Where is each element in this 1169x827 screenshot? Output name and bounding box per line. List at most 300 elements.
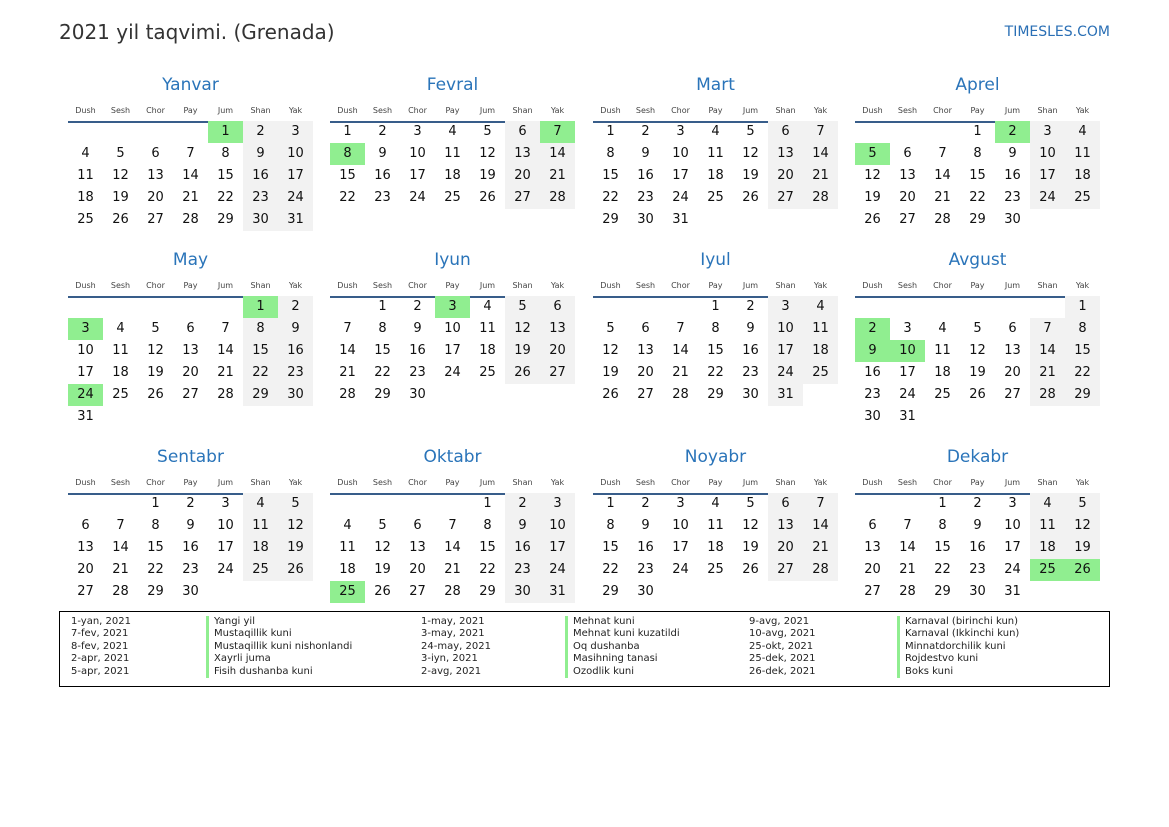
day-cell[interactable]: 27 <box>864 584 881 599</box>
day-cell[interactable]: 29 <box>602 212 619 227</box>
day-cell[interactable]: 26 <box>479 190 496 205</box>
day-cell[interactable]: 10 <box>1004 518 1021 533</box>
day-cell[interactable]: 18 <box>479 343 496 358</box>
day-cell[interactable]: 25 <box>444 190 461 205</box>
day-cell[interactable]: 11 <box>1065 143 1100 165</box>
day-cell[interactable]: 3 <box>903 321 912 336</box>
day-cell[interactable]: 26 <box>969 387 986 402</box>
day-cell[interactable]: 16 <box>374 168 391 183</box>
day-cell[interactable]: 3 <box>1008 496 1017 511</box>
day-cell[interactable]: 1 <box>1065 296 1100 318</box>
day-cell[interactable]: 10 <box>278 143 313 165</box>
day-cell[interactable]: 8 <box>378 321 387 336</box>
day-cell[interactable]: 2 <box>641 124 650 139</box>
day-cell[interactable]: 30 <box>637 584 654 599</box>
day-cell[interactable]: 13 <box>505 143 540 165</box>
day-cell[interactable]: 7 <box>803 121 838 143</box>
day-cell[interactable]: 1 <box>973 124 982 139</box>
day-cell[interactable]: 13 <box>1004 343 1021 358</box>
day-cell[interactable]: 9 <box>378 146 387 161</box>
day-cell[interactable]: 15 <box>374 343 391 358</box>
day-cell[interactable]: 4 <box>1065 121 1100 143</box>
day-cell[interactable]: 24 <box>278 187 313 209</box>
day-cell[interactable]: 21 <box>803 165 838 187</box>
day-cell[interactable]: 22 <box>243 362 278 384</box>
day-cell[interactable]: 14 <box>112 540 129 555</box>
holiday-day-cell[interactable]: 1 <box>208 121 243 143</box>
day-cell[interactable]: 28 <box>339 387 356 402</box>
day-cell[interactable]: 23 <box>864 387 881 402</box>
day-cell[interactable]: 12 <box>742 146 759 161</box>
day-cell[interactable]: 21 <box>112 562 129 577</box>
day-cell[interactable]: 11 <box>444 146 461 161</box>
day-cell[interactable]: 20 <box>182 365 199 380</box>
day-cell[interactable]: 4 <box>243 493 278 515</box>
day-cell[interactable]: 3 <box>676 496 685 511</box>
day-cell[interactable]: 21 <box>934 190 951 205</box>
day-cell[interactable]: 12 <box>969 343 986 358</box>
day-cell[interactable]: 21 <box>182 190 199 205</box>
day-cell[interactable]: 16 <box>278 340 313 362</box>
day-cell[interactable]: 13 <box>864 540 881 555</box>
day-cell[interactable]: 30 <box>637 212 654 227</box>
day-cell[interactable]: 22 <box>479 562 496 577</box>
day-cell[interactable]: 24 <box>1030 187 1065 209</box>
day-cell[interactable]: 6 <box>81 518 90 533</box>
day-cell[interactable]: 15 <box>969 168 986 183</box>
day-cell[interactable]: 6 <box>1008 321 1017 336</box>
day-cell[interactable]: 28 <box>1030 384 1065 406</box>
day-cell[interactable]: 22 <box>339 190 356 205</box>
day-cell[interactable]: 9 <box>413 321 422 336</box>
day-cell[interactable]: 3 <box>413 124 422 139</box>
day-cell[interactable]: 16 <box>969 540 986 555</box>
holiday-day-cell[interactable]: 9 <box>855 340 890 362</box>
day-cell[interactable]: 7 <box>903 518 912 533</box>
day-cell[interactable]: 22 <box>602 190 619 205</box>
day-cell[interactable]: 6 <box>186 321 195 336</box>
day-cell[interactable]: 28 <box>899 584 916 599</box>
day-cell[interactable]: 12 <box>479 146 496 161</box>
day-cell[interactable]: 15 <box>602 540 619 555</box>
day-cell[interactable]: 1 <box>711 299 720 314</box>
day-cell[interactable]: 15 <box>707 343 724 358</box>
day-cell[interactable]: 22 <box>374 365 391 380</box>
day-cell[interactable]: 1 <box>151 496 160 511</box>
day-cell[interactable]: 20 <box>505 165 540 187</box>
day-cell[interactable]: 19 <box>112 190 129 205</box>
day-cell[interactable]: 6 <box>413 518 422 533</box>
day-cell[interactable]: 5 <box>746 124 755 139</box>
day-cell[interactable]: 20 <box>899 190 916 205</box>
day-cell[interactable]: 16 <box>243 165 278 187</box>
day-cell[interactable]: 19 <box>505 340 540 362</box>
day-cell[interactable]: 7 <box>221 321 230 336</box>
day-cell[interactable]: 6 <box>540 296 575 318</box>
day-cell[interactable]: 25 <box>934 387 951 402</box>
day-cell[interactable]: 29 <box>934 584 951 599</box>
holiday-day-cell[interactable]: 3 <box>68 318 103 340</box>
day-cell[interactable]: 24 <box>217 562 234 577</box>
day-cell[interactable]: 27 <box>147 212 164 227</box>
day-cell[interactable]: 10 <box>444 321 461 336</box>
day-cell[interactable]: 24 <box>409 190 426 205</box>
day-cell[interactable]: 11 <box>77 168 94 183</box>
day-cell[interactable]: 8 <box>151 518 160 533</box>
day-cell[interactable]: 22 <box>707 365 724 380</box>
day-cell[interactable]: 3 <box>221 496 230 511</box>
day-cell[interactable]: 2 <box>378 124 387 139</box>
day-cell[interactable]: 16 <box>1004 168 1021 183</box>
day-cell[interactable]: 6 <box>768 493 803 515</box>
day-cell[interactable]: 23 <box>969 562 986 577</box>
day-cell[interactable]: 11 <box>707 146 724 161</box>
day-cell[interactable]: 4 <box>1030 493 1065 515</box>
day-cell[interactable]: 10 <box>540 515 575 537</box>
day-cell[interactable]: 5 <box>278 493 313 515</box>
day-cell[interactable]: 30 <box>243 209 278 231</box>
day-cell[interactable]: 3 <box>768 296 803 318</box>
day-cell[interactable]: 12 <box>112 168 129 183</box>
day-cell[interactable]: 9 <box>243 143 278 165</box>
day-cell[interactable]: 15 <box>243 340 278 362</box>
day-cell[interactable]: 18 <box>707 168 724 183</box>
day-cell[interactable]: 29 <box>969 212 986 227</box>
day-cell[interactable]: 13 <box>637 343 654 358</box>
day-cell[interactable]: 21 <box>803 537 838 559</box>
day-cell[interactable]: 7 <box>448 518 457 533</box>
day-cell[interactable]: 7 <box>803 493 838 515</box>
day-cell[interactable]: 15 <box>339 168 356 183</box>
day-cell[interactable]: 13 <box>540 318 575 340</box>
day-cell[interactable]: 27 <box>637 387 654 402</box>
day-cell[interactable]: 7 <box>116 518 125 533</box>
day-cell[interactable]: 28 <box>803 187 838 209</box>
day-cell[interactable]: 16 <box>409 343 426 358</box>
day-cell[interactable]: 30 <box>409 387 426 402</box>
day-cell[interactable]: 7 <box>343 321 352 336</box>
day-cell[interactable]: 23 <box>243 187 278 209</box>
day-cell[interactable]: 7 <box>186 146 195 161</box>
day-cell[interactable]: 10 <box>672 146 689 161</box>
day-cell[interactable]: 20 <box>409 562 426 577</box>
day-cell[interactable]: 21 <box>339 365 356 380</box>
day-cell[interactable]: 19 <box>278 537 313 559</box>
day-cell[interactable]: 29 <box>374 387 391 402</box>
day-cell[interactable]: 8 <box>973 146 982 161</box>
day-cell[interactable]: 18 <box>1030 537 1065 559</box>
day-cell[interactable]: 29 <box>1065 384 1100 406</box>
day-cell[interactable]: 19 <box>742 540 759 555</box>
day-cell[interactable]: 11 <box>243 515 278 537</box>
day-cell[interactable]: 16 <box>182 540 199 555</box>
day-cell[interactable]: 14 <box>672 343 689 358</box>
day-cell[interactable]: 31 <box>540 581 575 603</box>
day-cell[interactable]: 9 <box>278 318 313 340</box>
day-cell[interactable]: 4 <box>803 296 838 318</box>
day-cell[interactable]: 24 <box>540 559 575 581</box>
day-cell[interactable]: 11 <box>707 518 724 533</box>
day-cell[interactable]: 29 <box>602 584 619 599</box>
day-cell[interactable]: 6 <box>641 321 650 336</box>
day-cell[interactable]: 25 <box>77 212 94 227</box>
day-cell[interactable]: 4 <box>343 518 352 533</box>
day-cell[interactable]: 31 <box>672 212 689 227</box>
day-cell[interactable]: 21 <box>899 562 916 577</box>
day-cell[interactable]: 20 <box>1004 365 1021 380</box>
day-cell[interactable]: 5 <box>505 296 540 318</box>
day-cell[interactable]: 7 <box>1030 318 1065 340</box>
day-cell[interactable]: 2 <box>243 121 278 143</box>
day-cell[interactable]: 9 <box>973 518 982 533</box>
day-cell[interactable]: 20 <box>147 190 164 205</box>
day-cell[interactable]: 3 <box>540 493 575 515</box>
holiday-day-cell[interactable]: 24 <box>68 384 103 406</box>
day-cell[interactable]: 4 <box>448 124 457 139</box>
day-cell[interactable]: 23 <box>374 190 391 205</box>
day-cell[interactable]: 15 <box>479 540 496 555</box>
day-cell[interactable]: 13 <box>899 168 916 183</box>
day-cell[interactable]: 22 <box>147 562 164 577</box>
day-cell[interactable]: 6 <box>903 146 912 161</box>
day-cell[interactable]: 5 <box>116 146 125 161</box>
day-cell[interactable]: 11 <box>479 321 496 336</box>
day-cell[interactable]: 9 <box>1008 146 1017 161</box>
day-cell[interactable]: 5 <box>378 518 387 533</box>
day-cell[interactable]: 16 <box>742 343 759 358</box>
day-cell[interactable]: 13 <box>182 343 199 358</box>
day-cell[interactable]: 4 <box>483 299 492 314</box>
holiday-day-cell[interactable]: 3 <box>435 296 470 318</box>
day-cell[interactable]: 20 <box>768 165 803 187</box>
day-cell[interactable]: 1 <box>606 496 615 511</box>
day-cell[interactable]: 10 <box>77 343 94 358</box>
day-cell[interactable]: 3 <box>676 124 685 139</box>
day-cell[interactable]: 30 <box>505 581 540 603</box>
day-cell[interactable]: 14 <box>803 515 838 537</box>
day-cell[interactable]: 24 <box>1004 562 1021 577</box>
day-cell[interactable]: 16 <box>637 540 654 555</box>
day-cell[interactable]: 12 <box>374 540 391 555</box>
day-cell[interactable]: 1 <box>343 124 352 139</box>
site-link[interactable]: TIMESLES.COM <box>1004 24 1110 40</box>
day-cell[interactable]: 15 <box>602 168 619 183</box>
day-cell[interactable]: 18 <box>803 340 838 362</box>
day-cell[interactable]: 28 <box>182 212 199 227</box>
day-cell[interactable]: 17 <box>444 343 461 358</box>
day-cell[interactable]: 16 <box>505 537 540 559</box>
day-cell[interactable]: 13 <box>77 540 94 555</box>
holiday-day-cell[interactable]: 10 <box>890 340 925 362</box>
holiday-day-cell[interactable]: 25 <box>330 581 365 603</box>
day-cell[interactable]: 11 <box>803 318 838 340</box>
day-cell[interactable]: 30 <box>1004 212 1021 227</box>
day-cell[interactable]: 17 <box>217 540 234 555</box>
day-cell[interactable]: 2 <box>278 296 313 318</box>
day-cell[interactable]: 1 <box>378 299 387 314</box>
day-cell[interactable]: 9 <box>505 515 540 537</box>
day-cell[interactable]: 11 <box>1030 515 1065 537</box>
day-cell[interactable]: 5 <box>746 496 755 511</box>
day-cell[interactable]: 1 <box>606 124 615 139</box>
day-cell[interactable]: 12 <box>505 318 540 340</box>
day-cell[interactable]: 17 <box>899 365 916 380</box>
day-cell[interactable]: 20 <box>864 562 881 577</box>
day-cell[interactable]: 13 <box>768 143 803 165</box>
day-cell[interactable]: 28 <box>217 387 234 402</box>
day-cell[interactable]: 28 <box>444 584 461 599</box>
day-cell[interactable]: 26 <box>278 559 313 581</box>
day-cell[interactable]: 11 <box>112 343 129 358</box>
day-cell[interactable]: 2 <box>746 299 755 314</box>
day-cell[interactable]: 31 <box>1004 584 1021 599</box>
day-cell[interactable]: 25 <box>707 562 724 577</box>
day-cell[interactable]: 18 <box>112 365 129 380</box>
day-cell[interactable]: 29 <box>217 212 234 227</box>
day-cell[interactable]: 3 <box>278 121 313 143</box>
day-cell[interactable]: 25 <box>707 190 724 205</box>
day-cell[interactable]: 2 <box>505 493 540 515</box>
day-cell[interactable]: 27 <box>505 187 540 209</box>
day-cell[interactable]: 17 <box>768 340 803 362</box>
day-cell[interactable]: 27 <box>768 559 803 581</box>
day-cell[interactable]: 13 <box>409 540 426 555</box>
day-cell[interactable]: 3 <box>1030 121 1065 143</box>
holiday-day-cell[interactable]: 25 <box>1030 559 1065 581</box>
day-cell[interactable]: 9 <box>641 146 650 161</box>
day-cell[interactable]: 26 <box>864 212 881 227</box>
day-cell[interactable]: 14 <box>540 143 575 165</box>
day-cell[interactable]: 26 <box>602 387 619 402</box>
day-cell[interactable]: 7 <box>938 146 947 161</box>
holiday-day-cell[interactable]: 26 <box>1065 559 1100 581</box>
day-cell[interactable]: 31 <box>278 209 313 231</box>
day-cell[interactable]: 25 <box>1065 187 1100 209</box>
day-cell[interactable]: 31 <box>77 409 94 424</box>
day-cell[interactable]: 24 <box>672 562 689 577</box>
day-cell[interactable]: 9 <box>186 518 195 533</box>
day-cell[interactable]: 30 <box>969 584 986 599</box>
day-cell[interactable]: 23 <box>1004 190 1021 205</box>
day-cell[interactable]: 17 <box>278 165 313 187</box>
day-cell[interactable]: 26 <box>147 387 164 402</box>
day-cell[interactable]: 27 <box>409 584 426 599</box>
day-cell[interactable]: 29 <box>243 384 278 406</box>
day-cell[interactable]: 12 <box>278 515 313 537</box>
day-cell[interactable]: 17 <box>409 168 426 183</box>
day-cell[interactable]: 19 <box>602 365 619 380</box>
day-cell[interactable]: 23 <box>505 559 540 581</box>
day-cell[interactable]: 8 <box>606 146 615 161</box>
day-cell[interactable]: 27 <box>182 387 199 402</box>
day-cell[interactable]: 12 <box>147 343 164 358</box>
day-cell[interactable]: 15 <box>934 540 951 555</box>
day-cell[interactable]: 10 <box>217 518 234 533</box>
day-cell[interactable]: 21 <box>672 365 689 380</box>
day-cell[interactable]: 5 <box>606 321 615 336</box>
day-cell[interactable]: 8 <box>711 321 720 336</box>
day-cell[interactable]: 10 <box>409 146 426 161</box>
day-cell[interactable]: 12 <box>602 343 619 358</box>
day-cell[interactable]: 17 <box>540 537 575 559</box>
day-cell[interactable]: 23 <box>409 365 426 380</box>
day-cell[interactable]: 7 <box>676 321 685 336</box>
day-cell[interactable]: 16 <box>864 365 881 380</box>
day-cell[interactable]: 30 <box>278 384 313 406</box>
day-cell[interactable]: 23 <box>637 562 654 577</box>
day-cell[interactable]: 19 <box>742 168 759 183</box>
day-cell[interactable]: 14 <box>899 540 916 555</box>
day-cell[interactable]: 1 <box>938 496 947 511</box>
day-cell[interactable]: 5 <box>1065 493 1100 515</box>
day-cell[interactable]: 6 <box>151 146 160 161</box>
day-cell[interactable]: 17 <box>672 168 689 183</box>
day-cell[interactable]: 21 <box>540 165 575 187</box>
day-cell[interactable]: 16 <box>637 168 654 183</box>
day-cell[interactable]: 4 <box>81 146 90 161</box>
day-cell[interactable]: 30 <box>182 584 199 599</box>
day-cell[interactable]: 9 <box>641 518 650 533</box>
day-cell[interactable]: 25 <box>112 387 129 402</box>
day-cell[interactable]: 21 <box>444 562 461 577</box>
day-cell[interactable]: 2 <box>186 496 195 511</box>
day-cell[interactable]: 27 <box>768 187 803 209</box>
day-cell[interactable]: 19 <box>969 365 986 380</box>
day-cell[interactable]: 2 <box>973 496 982 511</box>
day-cell[interactable]: 13 <box>147 168 164 183</box>
day-cell[interactable]: 14 <box>934 168 951 183</box>
day-cell[interactable]: 18 <box>243 537 278 559</box>
holiday-day-cell[interactable]: 2 <box>855 318 890 340</box>
day-cell[interactable]: 25 <box>243 559 278 581</box>
day-cell[interactable]: 19 <box>479 168 496 183</box>
day-cell[interactable]: 19 <box>864 190 881 205</box>
day-cell[interactable]: 23 <box>742 365 759 380</box>
day-cell[interactable]: 6 <box>868 518 877 533</box>
day-cell[interactable]: 26 <box>374 584 391 599</box>
day-cell[interactable]: 10 <box>768 318 803 340</box>
day-cell[interactable]: 18 <box>707 540 724 555</box>
day-cell[interactable]: 27 <box>540 362 575 384</box>
day-cell[interactable]: 18 <box>1065 165 1100 187</box>
day-cell[interactable]: 18 <box>934 365 951 380</box>
day-cell[interactable]: 27 <box>1004 387 1021 402</box>
day-cell[interactable]: 9 <box>746 321 755 336</box>
day-cell[interactable]: 17 <box>1004 540 1021 555</box>
day-cell[interactable]: 12 <box>864 168 881 183</box>
day-cell[interactable]: 8 <box>1065 318 1100 340</box>
day-cell[interactable]: 5 <box>151 321 160 336</box>
day-cell[interactable]: 15 <box>1065 340 1100 362</box>
day-cell[interactable]: 8 <box>606 518 615 533</box>
day-cell[interactable]: 24 <box>768 362 803 384</box>
day-cell[interactable]: 26 <box>112 212 129 227</box>
day-cell[interactable]: 11 <box>339 540 356 555</box>
day-cell[interactable]: 27 <box>77 584 94 599</box>
day-cell[interactable]: 29 <box>479 584 496 599</box>
day-cell[interactable]: 19 <box>374 562 391 577</box>
day-cell[interactable]: 22 <box>969 190 986 205</box>
day-cell[interactable]: 24 <box>444 365 461 380</box>
day-cell[interactable]: 29 <box>707 387 724 402</box>
day-cell[interactable]: 21 <box>1030 362 1065 384</box>
holiday-day-cell[interactable]: 8 <box>330 143 365 165</box>
day-cell[interactable]: 14 <box>1030 340 1065 362</box>
day-cell[interactable]: 18 <box>444 168 461 183</box>
day-cell[interactable]: 22 <box>217 190 234 205</box>
day-cell[interactable]: 31 <box>899 409 916 424</box>
day-cell[interactable]: 2 <box>413 299 422 314</box>
